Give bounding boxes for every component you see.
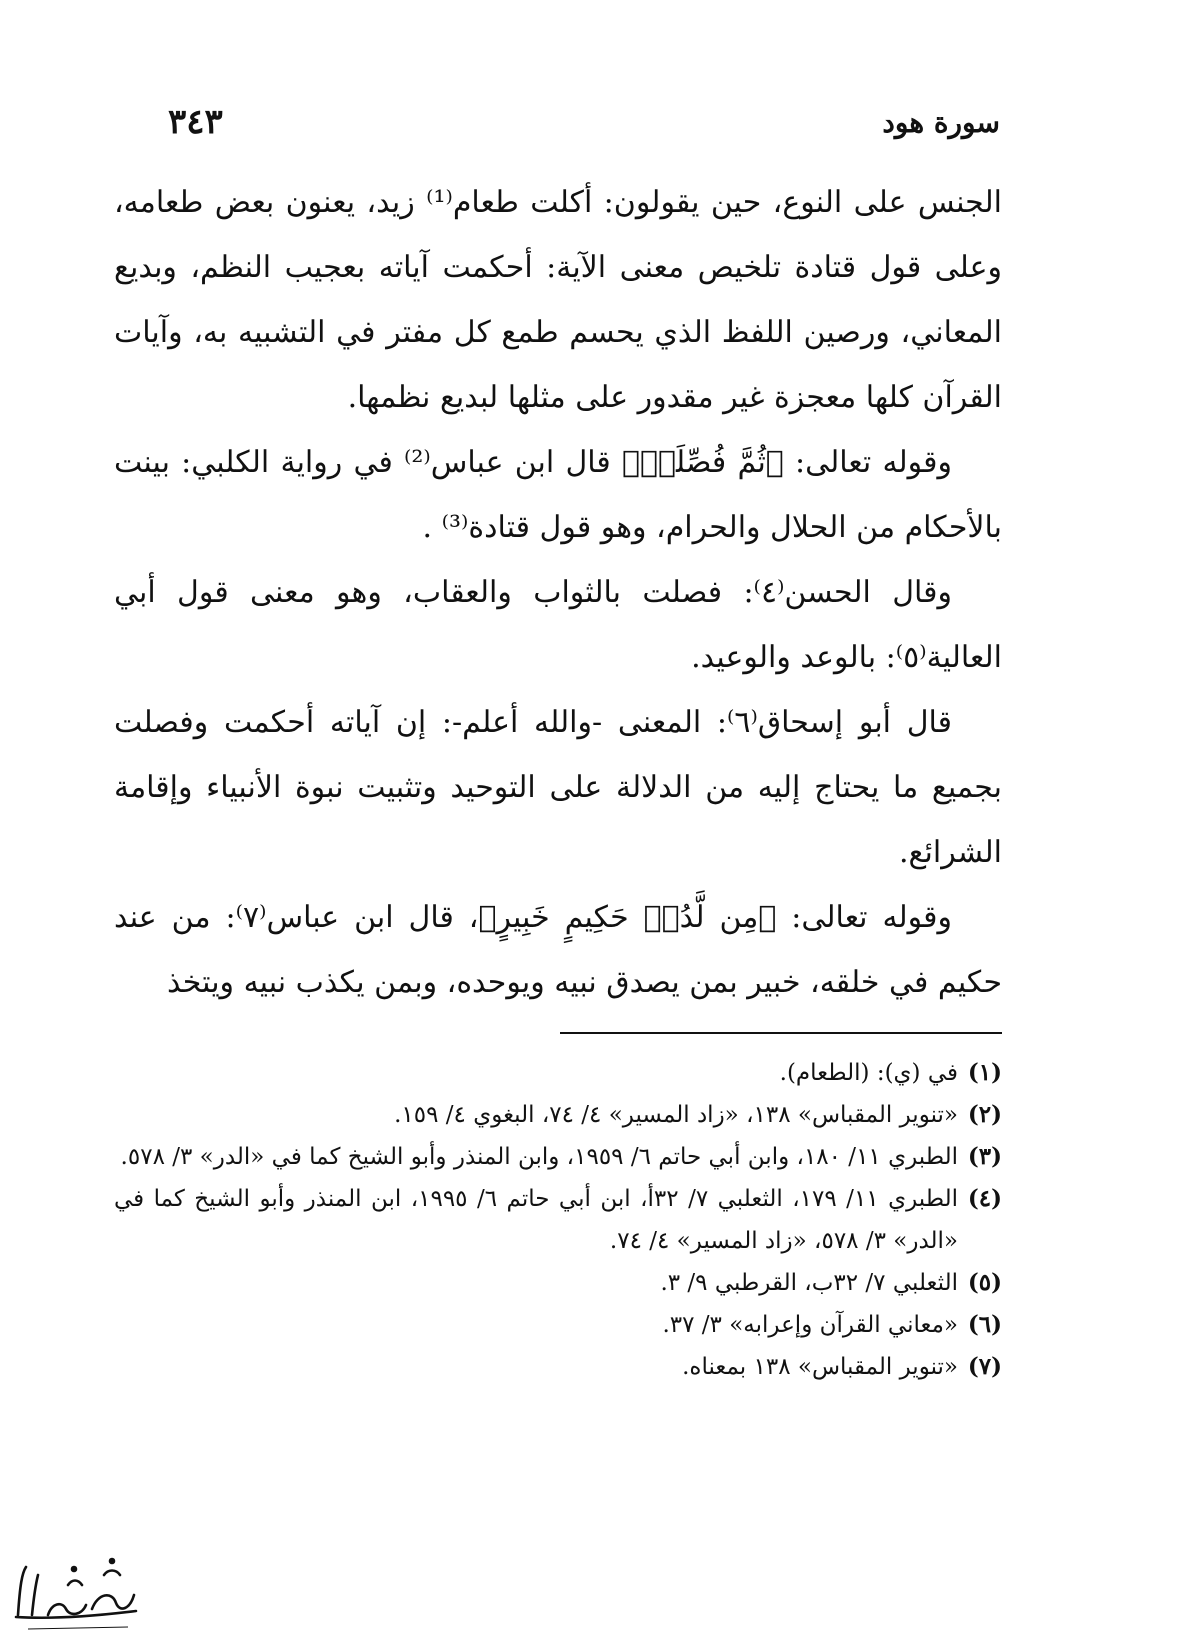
footnote-text: في (ي): (الطعام). bbox=[779, 1060, 958, 1086]
footnote-number: (٢) bbox=[967, 1101, 1002, 1128]
footnote-number: (٧) bbox=[967, 1353, 1002, 1380]
paragraph-5: وقوله تعالى: ﴿مِن لَّدُنۡ حَكِيمٍ خَبِيرٍ﴾، قال ابن عباس⁽٧⁾: من عند حكيم في خلقه، خبير بمن يصدق نبيه ويوحده، وبمن يكذب نبيه ويتخذ bbox=[114, 900, 1002, 1000]
footnote-6 bbox=[114, 1304, 1002, 1346]
page-number: ٣٤٣ bbox=[168, 102, 223, 142]
surah-title: سورة هود bbox=[882, 106, 1000, 139]
footnote-text: «تنوير المقباس» ١٣٨، «زاد المسير» ٤/ ٧٤، البغوي ٤/ ١٥٩. bbox=[394, 1102, 958, 1128]
paragraph-2: وقوله تعالى: ﴿ثُمَّ فُصِّلَتۡ﴾ قال ابن عباس⁽²⁾ في رواية الكلبي: بينت بالأحكام من الحلال والحرام، وهو قول قتادة⁽³⁾ . bbox=[114, 445, 1002, 545]
footnote-text: «معاني القرآن وإعرابه» ٣/ ٣٧. bbox=[662, 1312, 958, 1338]
footnote-2 bbox=[114, 1094, 1002, 1136]
footnote-4 bbox=[114, 1178, 1002, 1262]
footnote-1 bbox=[114, 1052, 1002, 1094]
footnote-text: الطبري ١١/ ١٧٩، الثعلبي ٧/ ٣٢أ، ابن أبي حاتم ٦/ ١٩٩٥، ابن المنذر وأبو الشيخ كما في «الدر» ٣/ ٥٧٨، «زاد المسير» ٤/ ٧٤. bbox=[114, 1186, 959, 1254]
footnote-text: الثعلبي ٧/ ٣٢ب، القرطبي ٩/ ٣. bbox=[660, 1270, 958, 1296]
page-header bbox=[168, 100, 1000, 150]
paragraph-3: وقال الحسن⁽٤⁾: فصلت بالثواب والعقاب، وهو معنى قول أبي العالية⁽٥⁾: بالوعد والوعيد. bbox=[114, 575, 1002, 675]
footnote-number: (١) bbox=[967, 1059, 1002, 1086]
footnote-text: «تنوير المقباس» ١٣٨ بمعناه. bbox=[682, 1354, 958, 1380]
footnote-3 bbox=[114, 1136, 1002, 1178]
footnote-number: (٤) bbox=[967, 1185, 1002, 1212]
publisher-logo-icon bbox=[8, 1545, 148, 1635]
paragraph-1: الجنس على النوع، حين يقولون: أكلت طعام⁽¹⁾ زيد، يعنون بعض طعامه، وعلى قول قتادة تلخيص معنى الآية: أحكمت آياته بعجيب النظم، وبديع المعاني، ورصين اللفظ الذي يحسم طمع كل مفتر في التشبيه به، وآيات القرآن كلها معجزة غير مقدور على مثلها لبديع نظمها. bbox=[114, 185, 1002, 415]
footnote-number: (٣) bbox=[967, 1143, 1002, 1170]
paragraph-4: قال أبو إسحاق⁽٦⁾: المعنى -والله أعلم-: إن آياته أحكمت وفصلت بجميع ما يحتاج إليه من الدلالة على التوحيد وتثبيت نبوة الأنبياء وإقامة الشرائع. bbox=[114, 705, 1002, 870]
footnote-5 bbox=[114, 1262, 1002, 1304]
footnote-7 bbox=[114, 1346, 1002, 1388]
footnote-text: الطبري ١١/ ١٨٠، وابن أبي حاتم ٦/ ١٩٥٩، وابن المنذر وأبو الشيخ كما في «الدر» ٣/ ٥٧٨. bbox=[120, 1144, 958, 1170]
footnote-divider bbox=[560, 1032, 1002, 1034]
footnote-number: (٦) bbox=[967, 1311, 1002, 1338]
footnote-number: (٥) bbox=[967, 1269, 1002, 1296]
footnotes bbox=[114, 1052, 1002, 1388]
main-text bbox=[114, 170, 1002, 1015]
